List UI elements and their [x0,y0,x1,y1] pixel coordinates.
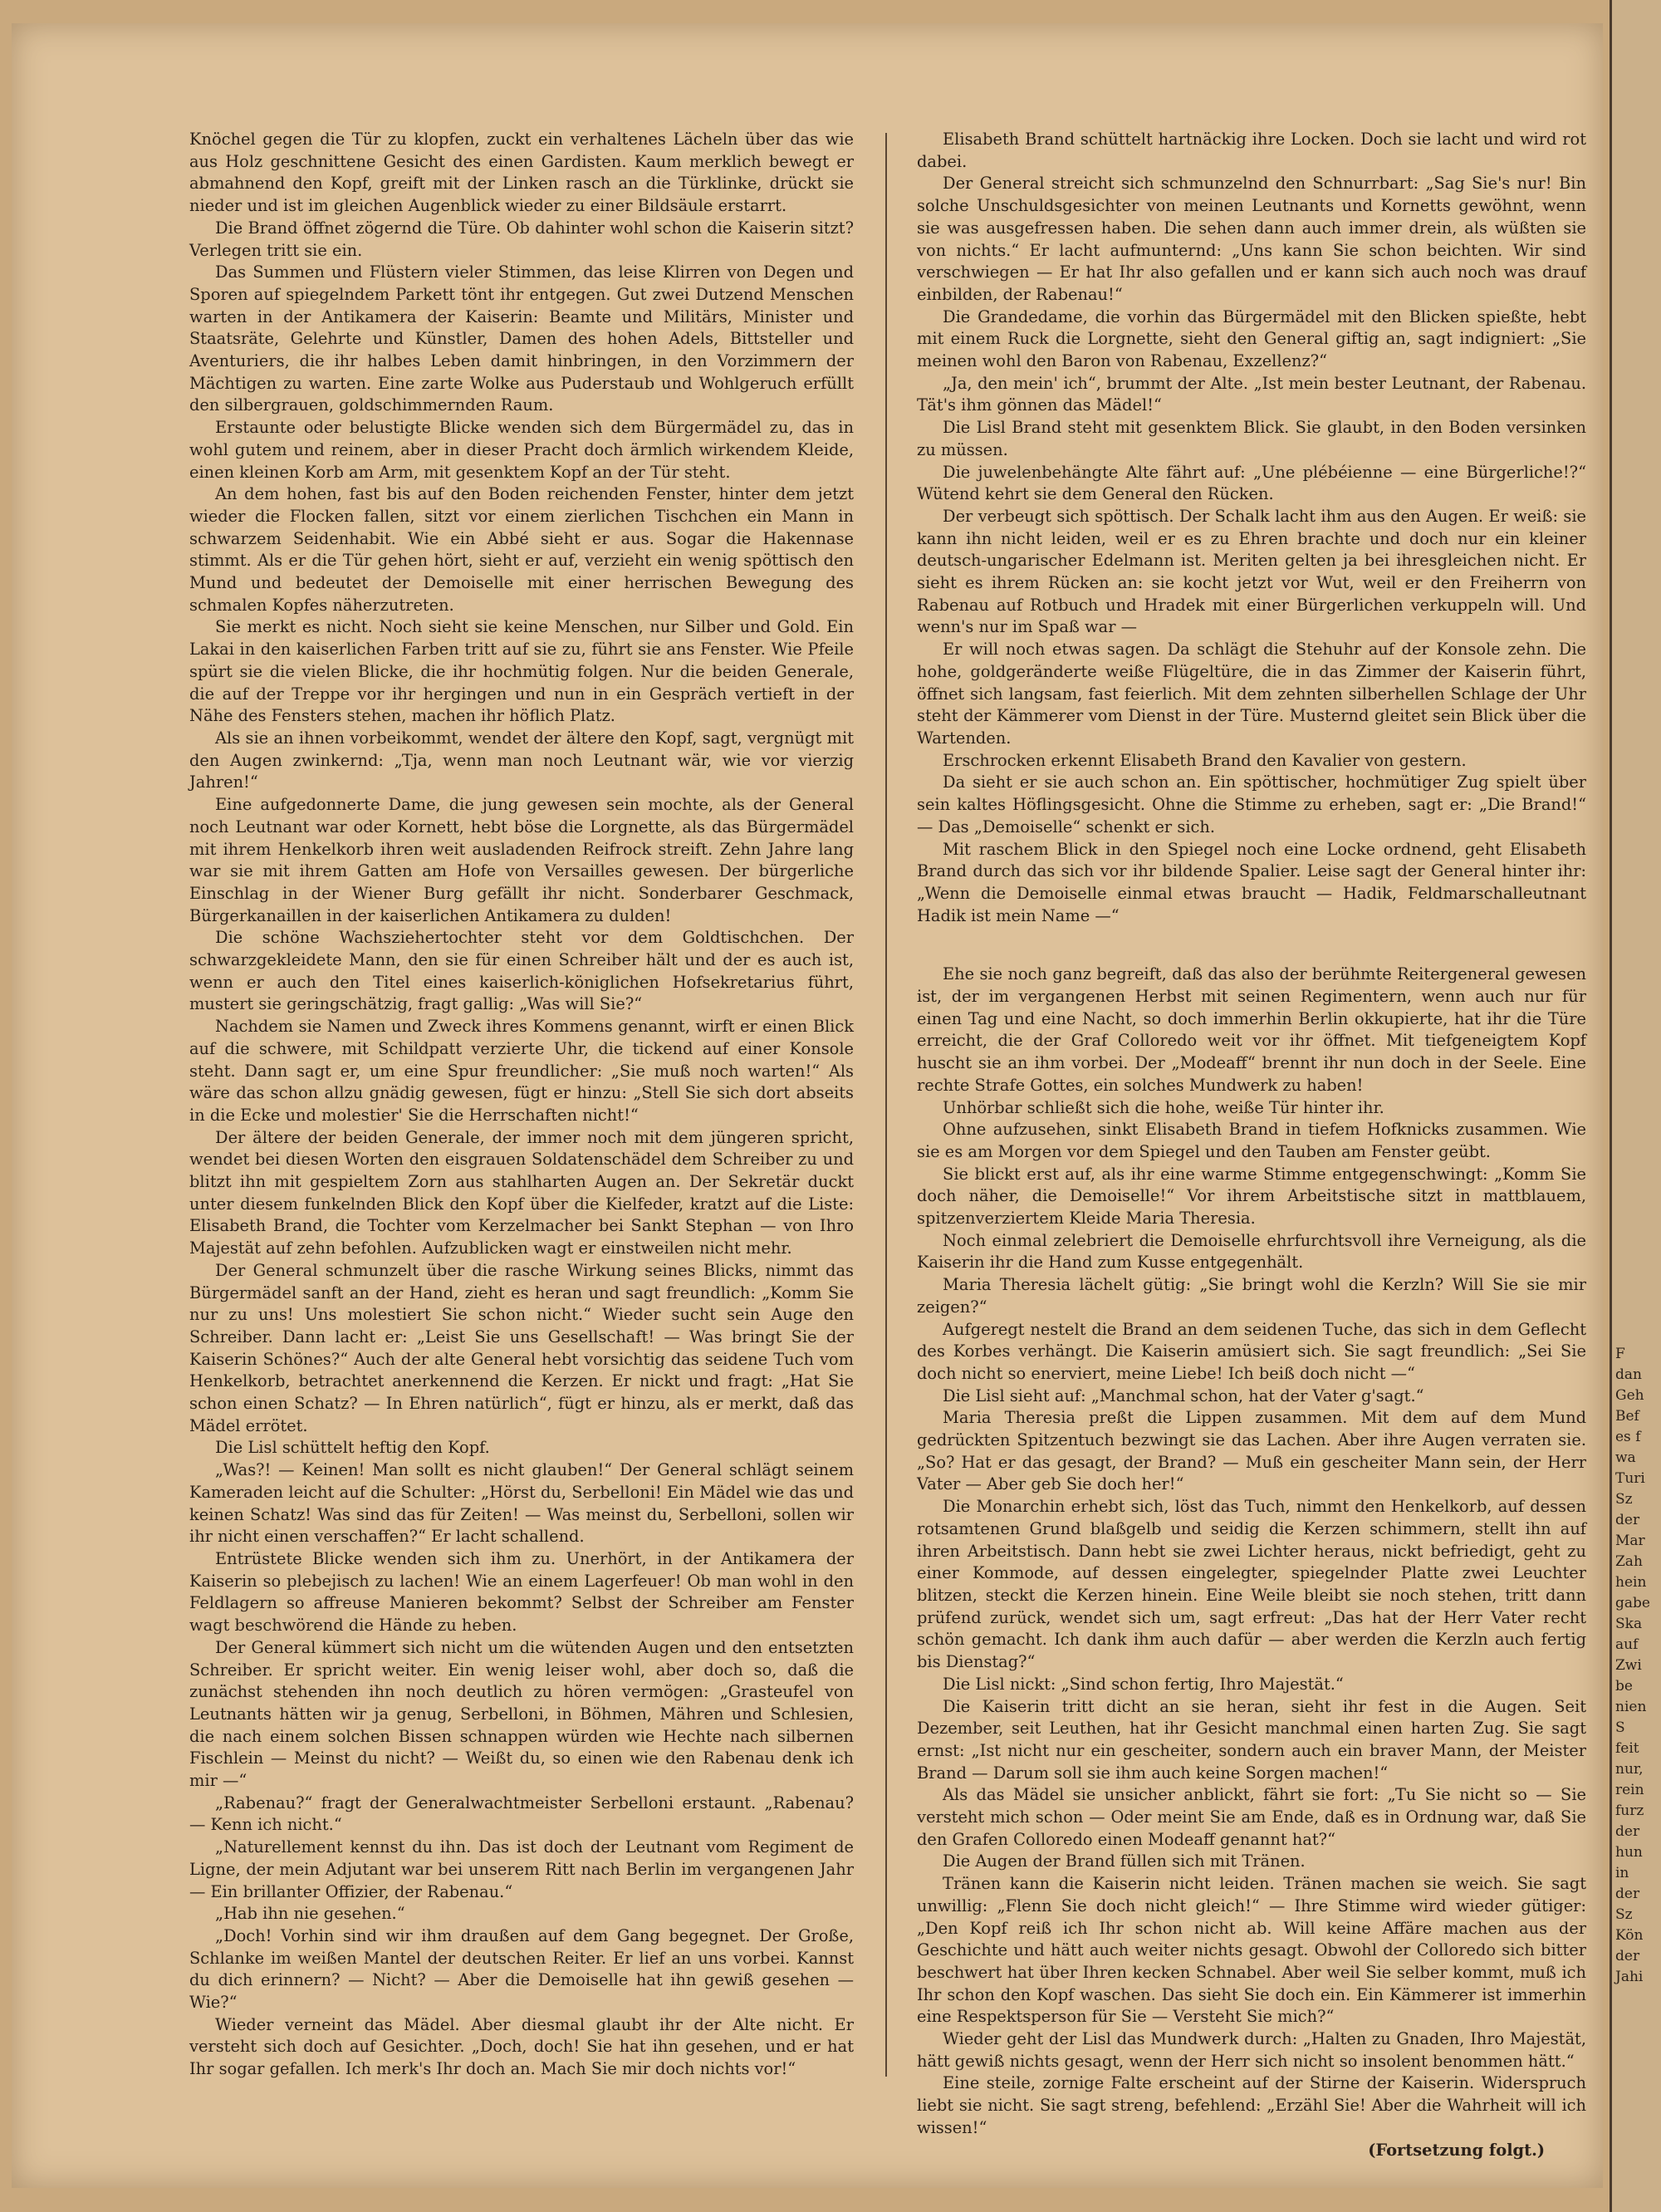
paragraph: „Doch! Vorhin sind wir ihm draußen auf dem Gang begegnet. Der Große, Schlanke im weißen Mantel der deutschen Reiter. Er lief an uns vorbei. Kannst du dich erinnern? — Nicht? — Aber die Demoiselle hat ihn gewiß gesehen — Wie?“ [189,1925,854,2013]
column-divider [885,133,887,2077]
paragraph: Eine aufgedonnerte Dame, die jung gewesen sein mochte, als der General noch Leutnant war oder Kornett, hebt böse die Lorgnette, als das Bürgermädel mit ihrem Henkelkorb ihren weit ausladenden Reifrock streift. Zehn Jahre lang war sie mit ihrem Gatten am Hofe von Versailles gewesen. Der bürgerliche Einschlag in der Wiener Burg gefällt ihr nicht. Sonderbarer Geschmack, Bürgerkanaillen in der kaiserlichen Antikamera zu dulden! [189,795,854,925]
paragraph: Die Lisl Brand steht mit gesenktem Blick. Sie glaubt, in den Boden versinken zu müssen. [917,418,1586,459]
paragraph: Noch einmal zelebriert die Demoiselle ehrfurchtsvoll ihre Verneigung, als die Kaiserin ihr die Hand zum Kusse entgegenhält. [917,1230,1586,1273]
paragraph: Eine steile, zornige Falte erscheint auf der Stirne der Kaiserin. Widerspruch liebt sie nicht. Sie sagt streng, befehlend: „Erzähl Sie! Aber die Wahrheit will ich wissen!“ [917,2073,1586,2137]
paragraph: „Hab ihn nie gesehen.“ [215,1904,405,1924]
paragraph: Die Brand öffnet zögernd die Türe. Ob dahinter wohl schon die Kaiserin sitzt? Verlegen tritt sie ein. [189,218,854,260]
fragment: rein [1615,1782,1644,1798]
paragraph: Wieder verneint das Mädel. Aber diesmal glaubt ihr der Alte nicht. Er versteht sich doch auf Gesichter. „Doch, doch! Sie hat ihn gesehen, und er hat Ihr sogar gefallen. Ich merk's Ihr doch an. Mach Sie mir doch nichts vor!“ [189,2014,854,2079]
paragraph: Da sieht er sie auch schon an. Ein spöttischer, hochmütiger Zug spielt über sein kaltes Höflingsgesicht. Ohne die Stimme zu erheben, sagt er: „Die Brand!“ — Das „Demoiselle“ schenkt er sich. [917,772,1586,836]
fragment: der [1615,1886,1640,1902]
fragment: der [1615,1823,1640,1840]
paragraph: Maria Theresia preßt die Lippen zusammen. Mit dem auf dem Mund gedrückten Spitzentuch bezwingt sie das Lachen. Aber ihre Augen verraten sie. „So? Hat er das gesagt, der Brand? — Muß ein gescheiter Mann sein, der Herr Vater — Aber geb Sie doch her!“ [917,1408,1586,1494]
fragment: auf [1615,1636,1639,1653]
fragment: be [1615,1678,1633,1695]
fragment: gabe [1615,1595,1650,1611]
paragraph: Die Lisl schüttelt heftig den Kopf. [215,1438,490,1458]
fragment: Sz [1615,1491,1633,1508]
paragraph: Erstaunte oder belustigte Blicke wenden sich dem Bürgermädel zu, das in wohl gutem und reinem, aber in dieser Pracht doch ärmlich wirkendem Kleide, einen kleinen Korb am Arm, mit gesenktem Kopf an der Tür steht. [189,418,854,482]
paragraph: Der General schmunzelt über die rasche Wirkung seines Blicks, nimmt das Bürgermädel sanft an der Hand, zieht es heran und sagt freundlich: „Komm Sie nur zu uns! Uns molestiert Sie schon nicht.“ Wieder sucht sein Auge den Schreiber. Dann lacht er: „Leist Sie uns Gesellschaft! — Was bringt Sie der Kaiserin Schönes?“ Auch der alte General hebt vorsichtig das seidene Tuch vom Henkelkorb, betrachtet anerkennend die Kerzen. Er nickt und fragt: „Hat Sie schon einen Schatz? — In Ehren natürlich“, fügt er hinzu, als er merkt, daß das Mädel errötet. [189,1260,854,1435]
paragraph: Knöchel gegen die Tür zu klopfen, zuckt ein verhaltenes Lächeln über das wie aus Holz geschnittene Gesicht des einen Gardisten. Kaum merklich bewegt er abmahnend den Kopf, greift mit der Linken rasch an die Türklinke, drückt sie nieder und ist im gleichen Augenblick wieder zu einer Bildsäule erstarrt. [189,130,854,216]
fragment: in [1615,1865,1629,1881]
fragment: Ska [1615,1616,1643,1632]
fragment: F [1615,1346,1625,1362]
paragraph: Aufgeregt nestelt die Brand an dem seidenen Tuche, das sich in dem Geflecht des Korbes verhängt. Die Kaiserin amüsiert sich. Sie sagt freundlich: „Sei Sie doch nicht so enerviert, meine Liebe! Ich beiß doch nicht —“ [917,1319,1586,1383]
adjacent-page-fragments [1612,1344,1650,1988]
fragment: Mar [1615,1533,1645,1549]
right-column [917,129,1586,2161]
fragment: Kön [1615,1927,1644,1944]
paragraph: „Naturellement kennst du ihn. Das ist doch der Leutnant vom Regiment de Ligne, der mein Adjutant war bei unserem Ritt nach Berlin im vergangenen Jahr — Ein brillanter Offizier, der Rabenau.“ [189,1837,854,1901]
paragraph: Die juwelenbehängte Alte fährt auf: „Une plébéienne — eine Bürgerliche!?“ Wütend kehrt sie dem General den Rücken. [917,462,1586,504]
paragraph: Als sie an ihnen vorbeikommt, wendet der ältere den Kopf, sagt, vergnügt mit den Augen zwinkernd: „Tja, wenn man noch Leutnant wär, wie vor vierzig Jahren!“ [189,728,854,792]
paragraph: Der General streicht sich schmunzelnd den Schnurrbart: „Sag Sie's nur! Bin solche Unschuldsgesichter von meinen Leutnants und Kornetts gewöhnt, wenn sie was ausgefressen haben. Die sehen dann auch immer drein, als wüßten sie von nichts.“ Er lacht aufmunternd: „Uns kann Sie schon beichten. Wir sind verschwiegen — Er hat Ihr also gefallen und er kann sich auch noch was drauf einbilden, der Rabenau!“ [917,174,1586,304]
left-column [189,129,854,2081]
fragment: nur, [1615,1761,1644,1778]
fragment: furz [1615,1802,1644,1819]
paragraph: „Ja, den mein' ich“, brummt der Alte. „Ist mein bester Leutnant, der Rabenau. Tät's ihm gönnen das Mädel!“ [917,373,1586,415]
paragraph: Das Summen und Flüstern vieler Stimmen, das leise Klirren von Degen und Sporen auf spiegelndem Parkett tönt ihr entgegen. Gut zwei Dutzend Menschen warten in der Antikamera der Kaiserin: Beamte und Militärs, Minister und Staatsräte, Gelehrte und Künstler, Damen des hohen Adels, Bittsteller und Aventuriers, die ihr halbes Leben damit hinbringen, in den Vorzimmern der Mächtigen zu warten. Eine zarte Wolke aus Puderstaub und Wohlgeruch erfüllt den silbergrauen, goldschimmernden Raum. [189,262,854,415]
fragment: feit [1615,1740,1639,1757]
fragment: Turi [1615,1470,1645,1487]
fragment: Sz [1615,1906,1633,1923]
paragraph: Wieder geht der Lisl das Mundwerk durch: „Halten zu Gnaden, Ihro Majestät, hätt gewiß nichts gesagt, wenn der Herr sich nicht so insolent benommen hätt.“ [917,2029,1586,2071]
fragment: hein [1615,1574,1647,1591]
paragraph: „Rabenau?“ fragt der Generalwachtmeister Serbelloni erstaunt. „Rabenau? — Kenn ich nicht.“ [189,1793,854,1835]
adjacent-page-edge [1610,0,1661,2212]
fragment: nien [1615,1699,1647,1715]
fragment: dan [1615,1366,1642,1383]
paragraph: „Was?! — Keinen! Man sollt es nicht glauben!“ Der General schlägt seinem Kameraden leicht auf die Schulter: „Hörst du, Serbelloni! Ein Mädel wie das und keinen Schatz! Was sind das für Zeiten! — Was meinst du, Serbelloni, sollen wir ihr nicht einen verschaffen?“ Er lacht schallend. [189,1460,854,1547]
fragment: Zah [1615,1553,1643,1570]
fragment: der [1615,1512,1640,1528]
paragraph: Der ältere der beiden Generale, der immer noch mit dem jüngeren spricht, wendet bei diesen Worten den eisgrauen Soldatenschädel dem Schreiber zu und blitzt ihn mit gespieltem Zorn aus stahlharten Augen an. Der Sekretär duckt unter diesem funkelnden Blick den Kopf über die Kielfeder, kratzt auf die Liste: Elisabeth Brand, die Tochter vom Kerzelmacher bei Sankt Stephan — von Ihro Majestät auf zehn befohlen. Aufzublicken wagt er einstweilen nicht mehr. [189,1127,854,1258]
paragraph: Die Kaiserin tritt dicht an sie heran, sieht ihr fest in die Augen. Seit Dezember, seit Leuthen, hat ihr Gesicht manchmal einen harten Zug. Sie sagt ernst: „Ist nicht nur ein gescheiter, sondern auch ein braver Mann, der Meister Brand — Darum soll sie ihm auch keine Sorgen machen!“ [917,1696,1586,1783]
paragraph: Erschrocken erkennt Elisabeth Brand den Kavalier von gestern. [943,750,1467,770]
paragraph: An dem hohen, fast bis auf den Boden reichenden Fenster, hinter dem jetzt wieder die Flocken fallen, sitzt vor einem zierlichen Tischchen ein Mann in schwarzem Seidenhabit. Wie ein Abbé sieht er aus. Sogar die Hakennase stimmt. Als er die Tür gehen hört, sieht er auf, verzieht ein wenig spöttisch den Mund und bedeutet der Demoiselle mit einer herrischen Bewegung des schmalen Kopfes näherzutreten. [189,484,854,615]
paragraph: Die Monarchin erhebt sich, löst das Tuch, nimmt den Henkelkorb, auf dessen rotsamtenen Grund blaßgelb und seidig die Kerzen schimmern, stellt ihn auf ihren Arbeitstisch. Dann hebt sie zwei Lichter heraus, nickt befriedigt, geht zu einer Kommode, auf dessen eingelegter, spiegelnder Platte zwei Leuchter blitzen, steckt die Kerzen hinein. Eine Weile bleibt sie noch stehen, tritt dann prüfend zurück, wendet sich um, sagt erfreut: „Das hat der Herr Vater recht schön gemacht. Ich dank ihm auch dafür — aber werden die Kerzln auch fertig bis Dienstag?“ [917,1497,1586,1672]
fragment: S [1615,1719,1625,1736]
fragment: hun [1615,1844,1643,1861]
fragment: Jahi [1615,1969,1644,1985]
paragraph: Ohne aufzusehen, sinkt Elisabeth Brand in tiefem Hofknicks zusammen. Wie sie es am Morgen vor dem Spiegel und den Tauben am Fenster geübt. [917,1120,1586,1161]
paragraph: Die Lisl sieht auf: „Manchmal schon, hat der Vater g'sagt.“ [943,1386,1424,1405]
paragraph: Mit raschem Blick in den Spiegel noch eine Locke ordnend, geht Elisabeth Brand durch das sich vor ihr bildende Spalier. Leise sagt der General hinter ihr: „Wenn die Demoiselle einmal etwas braucht — Hadik, Feldmarschalleutnant Hadik ist mein Name —“ [917,839,1586,925]
paragraph: Die Lisl nickt: „Sind schon fertig, Ihro Majestät.“ [943,1674,1344,1694]
paragraph: Die schöne Wachsziehertochter steht vor dem Goldtischchen. Der schwarzgekleidete Mann, den sie für einen Schreiber hält und der es auch ist, wenn er auch den Titel eines kaiserlich-königlichen Hofsekretarius führt, mustert sie geringschätzig, fragt gallig: „Was will Sie?“ [189,928,854,1014]
paragraph: Er will noch etwas sagen. Da schlägt die Stehuhr auf der Konsole zehn. Die hohe, goldgeränderte weiße Flügeltüre, die in das Zimmer der Kaiserin führt, öffnet sich langsam, fast feierlich. Mit dem zehnten silberhellen Schlage der Uhr steht der Kämmerer vom Dienst in der Türe. Musternd gleitet sein Blick über die Wartenden. [917,640,1586,748]
fragment: der [1615,1948,1640,1964]
paragraph: Die Augen der Brand füllen sich mit Tränen. [943,1852,1306,1871]
paragraph: Tränen kann die Kaiserin nicht leiden. Tränen machen sie weich. Sie sagt unwillig: „Flenn Sie doch nicht gleich!“ — Ihre Stimme wird wieder gütiger: „Den Kopf reiß ich Ihr schon nicht ab. Will keine Affäre machen aus der Geschichte und hätt auch weiter nichts gesagt. Obwohl der Colloredo sich bitter beschwert hat über Ihren kecken Schnabel. Aber weil Sie selber kommt, muß ich Ihr schon den Kopf waschen. Das sieht Sie doch ein. Ein Kämmerer ist immerhin eine Respektsperson für Sie — Versteht Sie mich?“ [917,1874,1586,2027]
paragraph: Elisabeth Brand schüttelt hartnäckig ihre Locken. Doch sie lacht und wird rot dabei. [917,130,1586,171]
paragraph: Entrüstete Blicke wenden sich ihm zu. Unerhört, in der Antikamera der Kaiserin so plebejisch zu lachen! Wie an einem Lagerfeuer! Ob man wohl in den Feldlagern so affreuse Manieren bekommt? Selbst der Schreiber am Fenster wagt beschwörend die Hände zu heben. [189,1549,854,1636]
paragraph: Der General kümmert sich nicht um die wütenden Augen und den entsetzten Schreiber. Er spricht weiter. Ein wenig leiser wohl, aber doch so, daß die zunächst stehenden ihn noch deutlich zu hören vermögen: „Grasteufel von Leutnants hätten wir ja genug, Serbelloni, in Böhmen, Mähren und Schlesien, die nach einem solchen Bissen schnappen würden wie Hechte nach silbernen Fischlein — Meinst du nicht? — Weißt du, so einen wie den Rabenau denk ich mir —“ [189,1637,854,1791]
fragment: es f [1615,1429,1641,1445]
paragraph: Maria Theresia lächelt gütig: „Sie bringt wohl die Kerzln? Will Sie sie mir zeigen?“ [917,1275,1586,1317]
fragment: wa [1615,1449,1636,1466]
fragment: Bef [1615,1408,1639,1425]
paragraph: Sie blickt erst auf, als ihr eine warme Stimme entgegenschwingt: „Komm Sie doch näher, die Demoiselle!“ Vor ihrem Arbeitstische sitzt in mattblauem, spitzenverziertem Kleide Maria Theresia. [917,1164,1586,1229]
fragment: Geh [1615,1387,1644,1404]
paragraph: Nachdem sie Namen und Zweck ihres Kommens genannt, wirft er einen Blick auf die schwere, mit Schildpatt verzierte Uhr, die tickend auf einer Konsole steht. Dann sagt er, um eine Spur freundlicher: „Sie muß noch warten!“ Als wäre das schon allzu gnädig gewesen, fügt er hinzu: „Stell Sie sich dort abseits in die Ecke und molestier' Sie die Herrschaften nicht!“ [189,1017,854,1125]
fragment: Zwi [1615,1657,1642,1674]
paragraph: Unhörbar schließt sich die hohe, weiße Tür hinter ihr. [943,1097,1384,1117]
paragraph: Sie merkt es nicht. Noch sieht sie keine Menschen, nur Silber und Gold. Ein Lakai in den kaiserlichen Farben tritt auf sie zu, führt sie ans Fenster. Wie Pfeile spürt sie die vielen Blicke, die ihr hochmütig folgen. Nur die beiden Generale, die auf der Treppe vor ihr hergingen und nun in ein Gespräch vertieft in der Nähe des Fensters stehen, machen ihr höflich Platz. [189,617,854,726]
continuation-note: (Fortsetzung folgt.) [1368,2140,1545,2160]
paragraph: Der verbeugt sich spöttisch. Der Schalk lacht ihm aus den Augen. Er weiß: sie kann ihn nicht leiden, weil er es zu Ehren brachte und doch nur ein kleiner deutsch-ungarischer Edelmann ist. Meriten gelten ja bei ihresgleichen nicht. Er sieht es ihrem Rücken an: sie kocht jetzt vor Wut, weil er den Freiherrn von Rabenau auf Rotbuch und Hradek mit einer Bürgerlichen verkuppeln will. Und wenn's nur im Spaß war — [917,506,1586,637]
paragraph: Ehe sie noch ganz begreift, daß das also der berühmte Reitergeneral gewesen ist, der im vergangenen Herbst mit seinen Regimentern, wenn auch nur für einen Tag und eine Nacht, so doch immerhin Berlin okkupierte, hat ihr die Türe erreicht, die der Graf Colloredo weit vor ihr öffnet. Mit tiefgeneigtem Kopf huscht sie an ihm vorbei. Der „Modeaff“ brennt ihr nun doch in der Seele. Eine rechte Strafe Gottes, ein solches Mundwerk zu haben! [917,964,1586,1095]
paragraph: Die Grandedame, die vorhin das Bürgermädel mit den Blicken spießte, hebt mit einem Ruck die Lorgnette, sieht den General giftig an, sagt indigniert: „Sie meinen wohl den Baron von Rabenau, Exzellenz?“ [917,307,1586,371]
paragraph: Als das Mädel sie unsicher anblickt, fährt sie fort: „Tu Sie nicht so — Sie versteht mich schon — Oder meint Sie am Ende, daß es in Ordnung war, daß Sie den Grafen Colloredo einen Modeaff genannt hat?“ [917,1785,1586,1849]
